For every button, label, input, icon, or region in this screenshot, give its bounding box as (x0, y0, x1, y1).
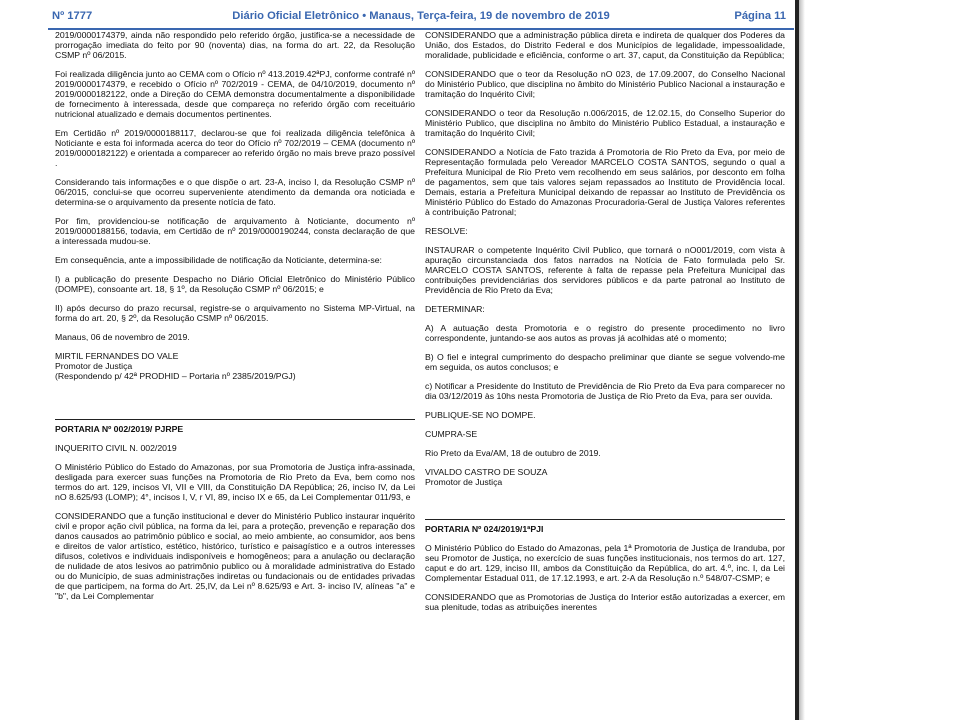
publication-title: Diário Oficial Eletrônico • Manaus, Terça-feira, 19 de novembro de 2019 (232, 10, 610, 22)
paragraph: II) após decurso do prazo recursal, registre-se o arquivamento no Sistema MP-Virtual, na forma do art. 20, § 2º, da Resolução CSMP nº 06/2015. (55, 303, 415, 323)
signatory-role: Promotor de Justiça (55, 361, 133, 371)
paragraph: INSTAURAR o competente Inquérito Civil Publico, que tornará o nO001/2019, com vista à apuração circunstanciada dos fatos narrados na Notícia de Fato formulada pelo Sr. MARCELO COSTA SANTOS, referente à falta de repasse pela Prefeitura Municipal das contribuições previdenciárias dos servidores públicos e da parte patronal ao Instituto de Previdência de Rio Preto da Eva; (425, 245, 785, 295)
issue-number: Nº 1777 (52, 10, 93, 22)
paragraph: CUMPRA-SE (425, 429, 478, 439)
paragraph: PUBLIQUE-SE NO DOMPE. (425, 410, 536, 420)
paragraph: B) O fiel e integral cumprimento do despacho preliminar que diante se segue volvendo-me em seguida, os autos conclusos; e (425, 352, 785, 372)
paragraph: CONSIDERANDO que as Promotorias de Justiça do Interior estão autorizadas a exercer, em sua plenitude, todas as atribuições inerentes (425, 592, 785, 612)
paragraph: A) A autuação desta Promotoria e o registro do presente procedimento no livro correspondente, juntando-se aos autos as provas já acolhidas até o momento; (425, 323, 785, 343)
paragraph: O Ministério Público do Estado do Amazonas, pela 1ª Promotoria de Justiça de Iranduba, por seu Promotor de Justiça, no exercício de suas funções institucionais, nos termos do art. 127, caput e do art. 129, inciso III, ambos da Constituição da República, do art. 4.º, inc. I, da Lei Complementar Estadual 011, de 17.12.1993, e art. 2-A da Resolução n.º 548/07-CSMP; e (425, 543, 785, 583)
signatory-name: MIRTIL FERNANDES DO VALE (55, 351, 179, 361)
paragraph: Considerando tais informações e o que dispõe o art. 23-A, inciso I, da Resolução CSMP nº 06/2015, conclui-se que ocorreu superveniente atendimento da demanda ora noticiada e determina-se o arquivamento da presente notícia de fato. (55, 177, 415, 207)
paragraph: CONSIDERANDO que a função institucional e dever do Ministério Publico instaurar inquérito civil e propor ação civil pública, na forma da lei, para a proteção, prevenção e reparação dos danos causados ao patrimônio público e social, ao meio ambiente, ao consumidor, aos bens e direitos de valor artístico, estético, histórico, turístico e paisagístico e a outros interesses difusos, coletivos e individuais indisponíveis e homogêneos; para a anulação ou declaração de nulidade de atos lesivos ao patrimônio publico ou à moralidade administrativa do Estado ou do Município, de suas administrações indiretas ou fundacionais ou de entidades privadas de que participem, na forma do Art. 25,IV, da Lei nº 8.625/93 e Art. 3- inciso IV, alíneas "a" e "b", da Lei Complementar (55, 511, 415, 601)
paragraph: CONSIDERANDO que o teor da Resolução nO 023, de 17.09.2007, do Conselho Nacional do Ministério Publico, que disciplina no âmbito do Ministério Publico Nacional a instauração e tramitação do Inquérito Civil; (425, 69, 785, 99)
paragraph: CONSIDERANDO que a administração pública direta e indireta de qualquer dos Poderes da União, dos Estados, do Distrito Federal e dos Municípios de legalidade, impessoalidade, moralidade, publicidade e eficiência, conforme o art. 37, caput, da Constituição da República; (425, 30, 785, 60)
signatory-note: (Respondendo p/ 42ª PRODHID – Portaria nº 2385/2019/PGJ) (55, 371, 296, 381)
signatory-name: VIVALDO CASTRO DE SOUZA (425, 467, 548, 477)
left-column (55, 30, 415, 720)
page-number: Página 11 (734, 10, 786, 22)
section-heading: PORTARIA Nº 024/2019/1ªPJI (425, 524, 544, 534)
paragraph: 2019/0000174379, ainda não respondido pelo referido órgão, justifica-se a necessidade de prorrogação imediata do feito por 90 (noventa) dias, na forma do art. 22, da Resolução CSMP nº 06/2015. (55, 30, 415, 60)
section-heading: PORTARIA Nº 002/2019/ PJRPE (55, 424, 184, 434)
paragraph: Por fim, providenciou-se notificação de arquivamento à Noticiante, documento nº 2019/0000188156, todavia, em Certidão de nº 2019/0000190244, consta declaração de que a interessada mudou-se. (55, 216, 415, 246)
page-shadow (799, 0, 805, 720)
paragraph: I) a publicação do presente Despacho no Diário Oficial Eletrônico do Ministério Público (DOMPE), consoante art. 18, § 1º, da Resolução CSMP nº 06/2015; e (55, 274, 415, 294)
page-header (48, 10, 794, 26)
paragraph: Foi realizada diligência junto ao CEMA com o Ofício nº 413.2019.42ªPJ, conforme contrafé nº 2019/0000174379, e recebido o Ofício nº 702/2019 - CEMA, de 04/10/2019, documento nº 2019/0000182122, onde a Direção do CEMA demonstra documentalmente a disponibilidade de fornecimento à interessada, desde que compareça no referido órgão com receituário nutricional atualizado e demais documentos pertinentes. (55, 69, 415, 119)
signatory-role: Promotor de Justiça (425, 477, 503, 487)
section-divider (55, 419, 415, 420)
paragraph: Em consequência, ante a impossibilidade de notificação da Noticiante, determina-se: (55, 255, 382, 265)
date-line: Manaus, 06 de novembro de 2019. (55, 332, 190, 342)
paragraph: CONSIDERANDO a Notícia de Fato trazida á Promotoria de Rio Preto da Eva, por meio de Representação formulada pelo Vereador MARCELO COSTA SANTOS, segundo o qual a Prefeitura Municipal de Rio Preto vem recolhendo em seus salários, por desconto em folha de pagamentos, sem que tais valores sejam repassados ao Instituto de Providência local. Demais, estaria a Prefeitura Municipal deixando de repassar ao Instituto de Previdência os Ministério Público do Estado do Amazonas Procuradoria-Geral de Justiça Valores referentes à contribuição Patronal; (425, 147, 785, 217)
section-divider (425, 519, 785, 520)
paragraph: Em Certidão nº 2019/0000188117, declarou-se que foi realizada diligência telefônica à Noticiante e esta foi informada acerca do teor do Ofício nº 702/2019 – CEMA (documento nº 2019/0000182122) e orientada a comparecer ao referido órgão no mais breve prazo possível . (55, 128, 415, 168)
paragraph: DETERMINAR: (425, 304, 485, 314)
right-column (425, 30, 785, 720)
paragraph: CONSIDERANDO o teor da Resolução n.006/2015, de 12.02.15, do Conselho Superior do Ministério Publico, que disciplina no âmbito do Ministério Publico Estadual, a instauração e tramitação do Inquérito Civil; (425, 108, 785, 138)
paragraph: O Ministério Público do Estado do Amazonas, por sua Promotoria de Justiça infra-assinada, desligada para exercer suas funções na Promotoria de Rio Preto da Eva, bem como nos termos do art. 129, incisos VI, VII e VIII, da Constituição DA República; 26, inciso IV, da Lei nO 8.625/93 (LOMP); 4°, incisos I, V, r VI, 89, inciso IX e 65, da Lei Complementar 011/93, e (55, 462, 415, 502)
paragraph: RESOLVE: (425, 226, 468, 236)
document-page (48, 0, 794, 720)
paragraph: c) Notificar a Presidente do Instituto de Previdência de Rio Preto da Eva para comparecer no dia 03/12/2019 às 10hs nesta Promotoria de Justiça de Rio Preto da Eva, para ser ouvida. (425, 381, 785, 401)
date-line: Rio Preto da Eva/AM, 18 de outubro de 2019. (425, 448, 601, 458)
section-subtitle: INQUERITO CIVIL N. 002/2019 (55, 443, 177, 453)
